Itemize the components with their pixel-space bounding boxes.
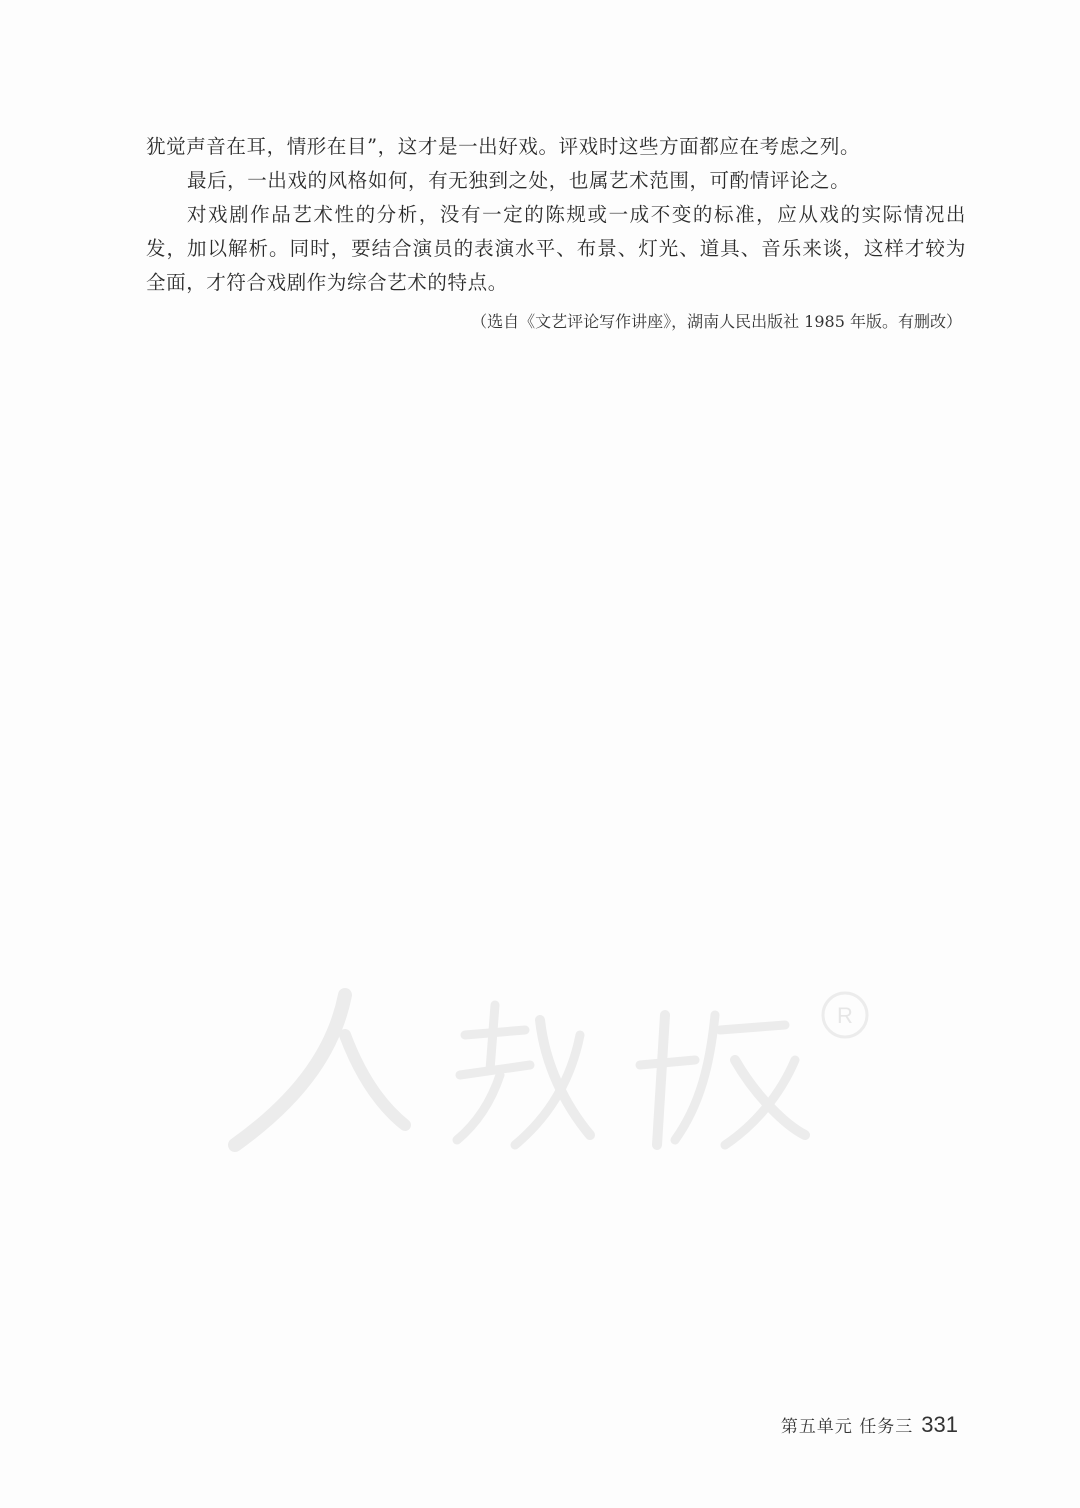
- body-text: [146, 130, 966, 300]
- footer-unit-label: 第五单元 任务三: [780, 1417, 914, 1437]
- paragraph-continuation: 犹觉声音在耳，情形在目”，这才是一出好戏。评戏时这些方面都应在考虑之列。: [146, 135, 861, 158]
- paragraph-analysis: 对戏剧作品艺术性的分析，没有一定的陈规或一成不变的标准，应从戏的实际情况出发，加以解析。同时，要结合演员的表演水平、布景、灯光、道具、音乐来谈，这样才较为全面，才符合戏剧作为综合艺术的特点。: [146, 203, 966, 294]
- page-number: 331: [921, 1412, 958, 1437]
- source-citation: （选自《文艺评论写作讲座》，湖南人民出版社 1985 年版。有删改）: [471, 312, 962, 331]
- page-footer: [781, 1412, 958, 1438]
- svg-text:R: R: [837, 1003, 853, 1028]
- paragraph-style: 最后，一出戏的风格如何，有无独到之处，也属艺术范围，可酌情评论之。: [186, 169, 851, 192]
- publisher-watermark-logo: [195, 975, 895, 1165]
